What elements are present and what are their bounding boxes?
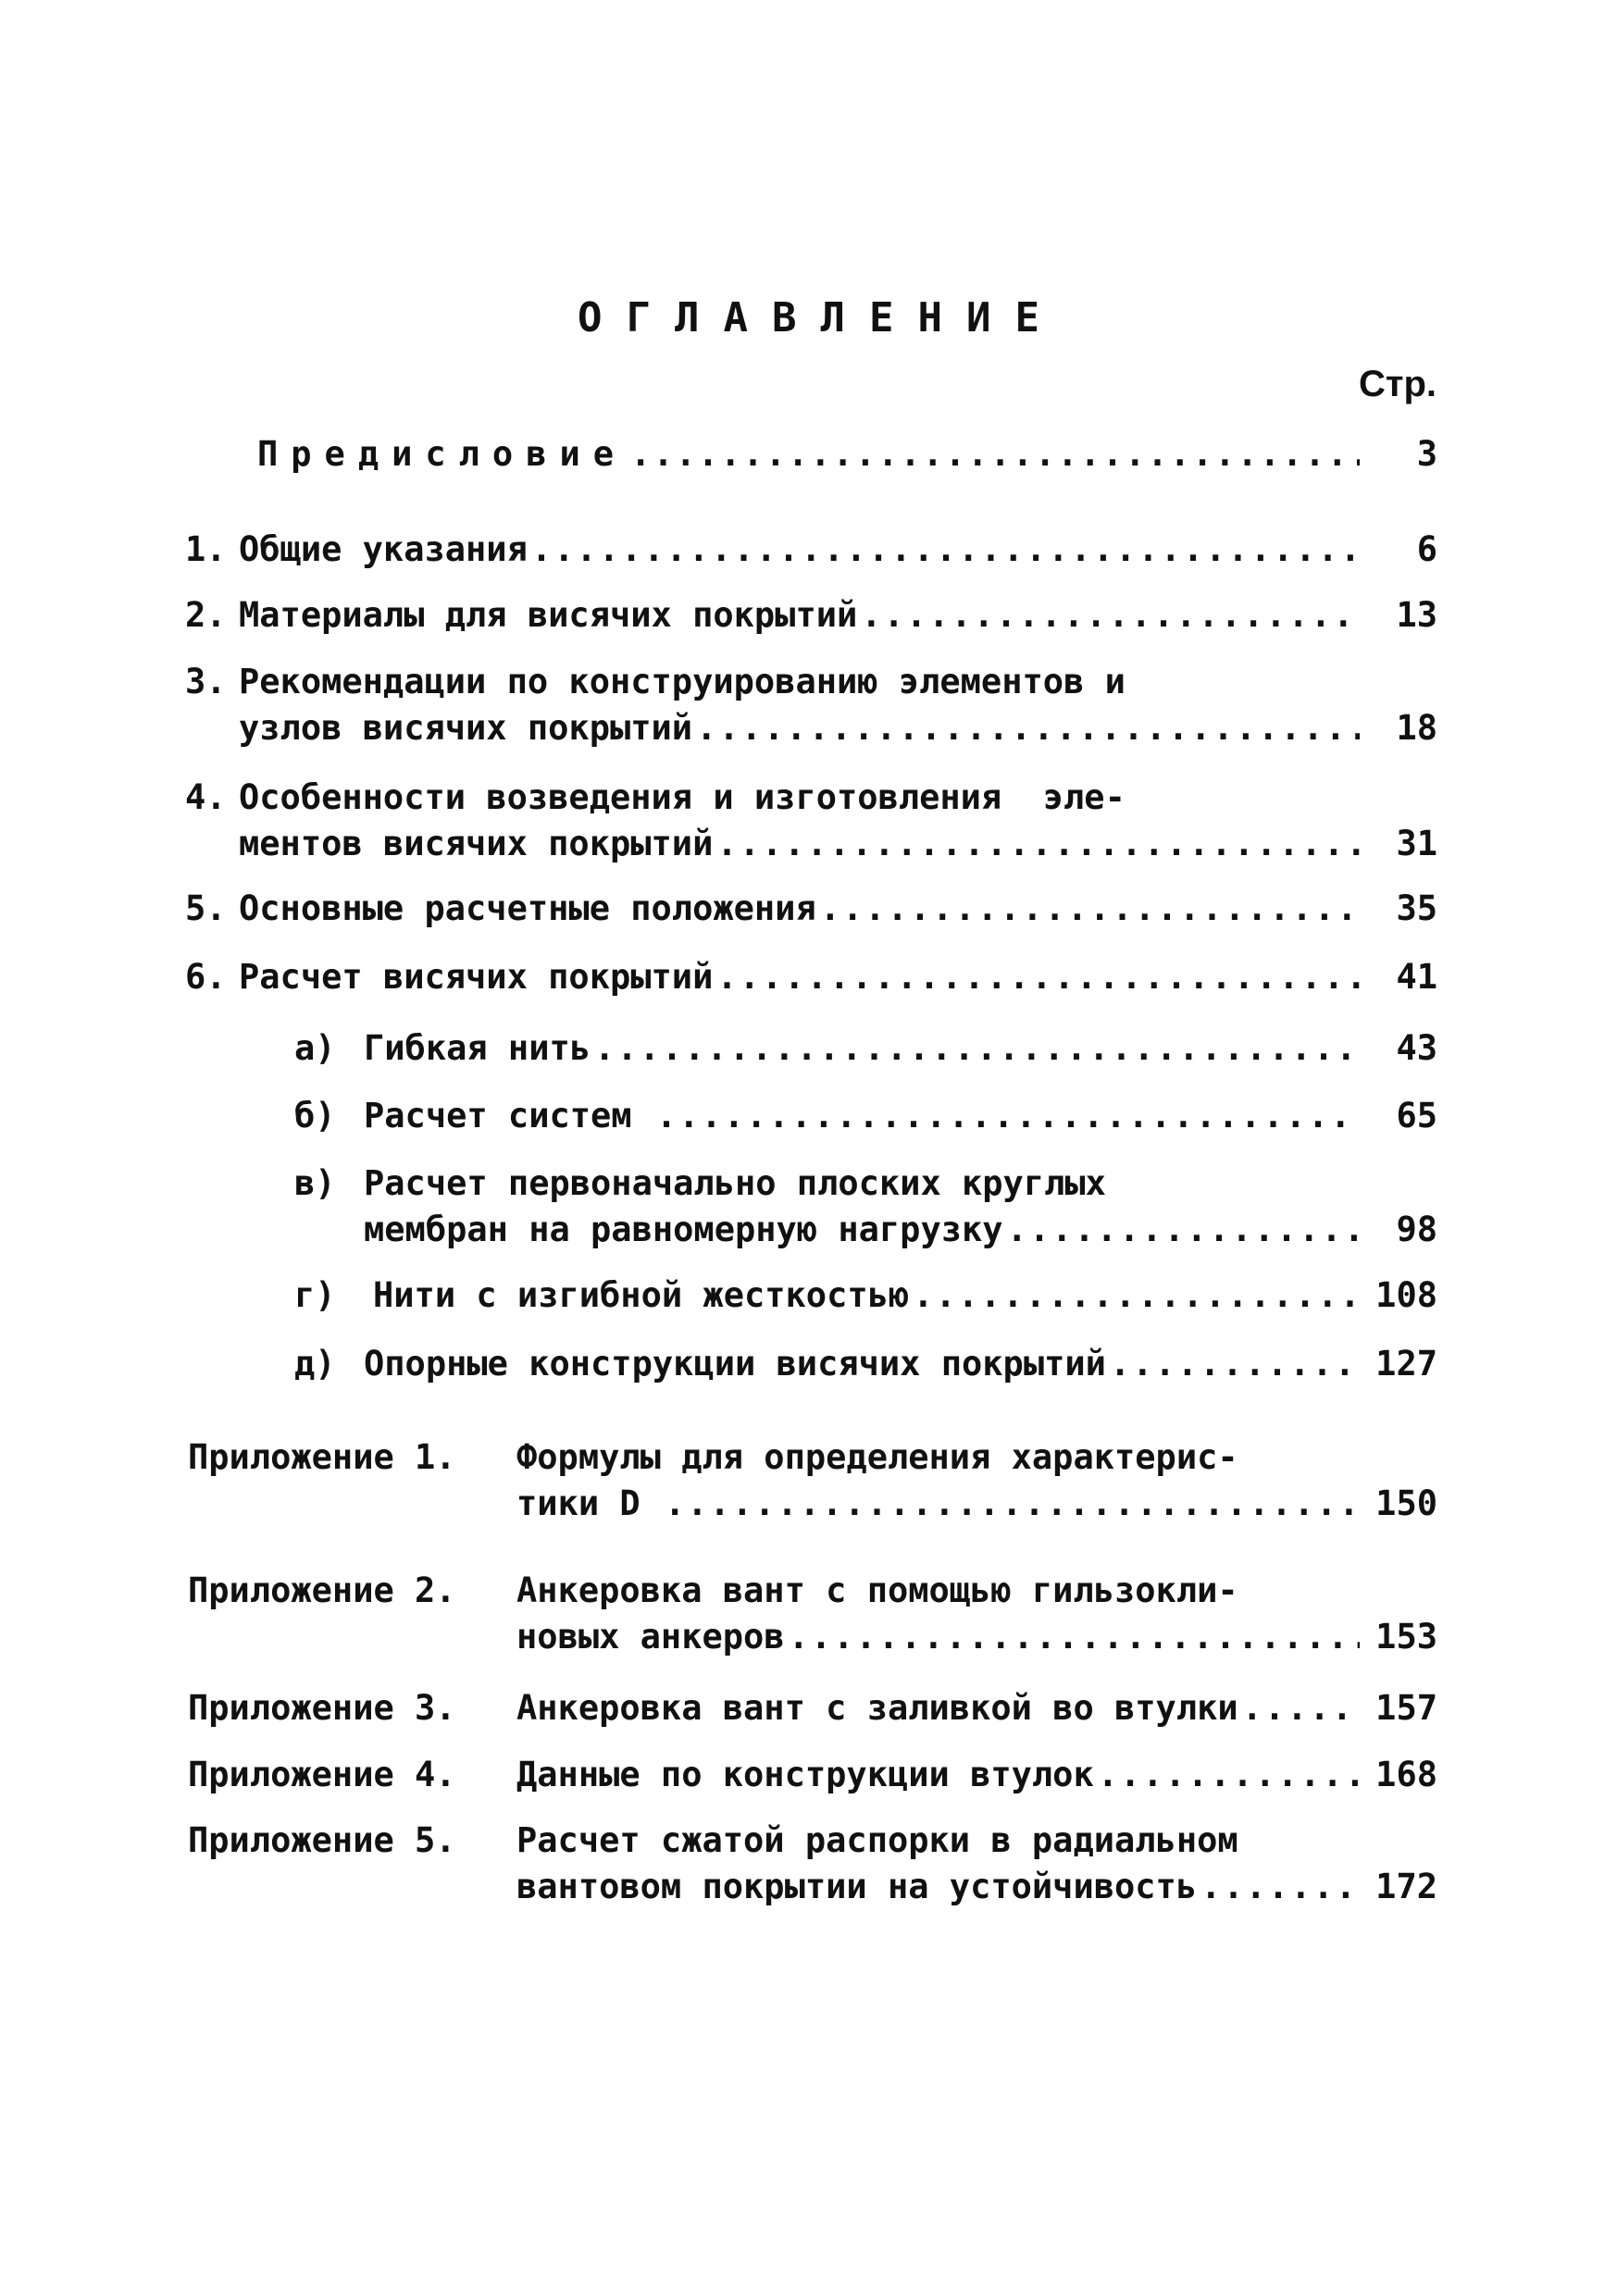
toc-entry-appendix-4 — [188, 1748, 1437, 1794]
toc-entry-subsection-v — [294, 1157, 1437, 1249]
page-column-label: Стр. — [1358, 364, 1437, 404]
subsection-letter: в) — [294, 1163, 336, 1203]
section-title-line-1: Рекомендации по конструированию элементов и — [239, 662, 1126, 701]
toc-entry-subsection-b — [294, 1089, 1437, 1136]
leader-dots — [820, 888, 1360, 928]
page-number: 172 — [1375, 1867, 1437, 1906]
leader-dots — [1200, 1867, 1360, 1906]
appendix-title-line-2: новых анкеров — [516, 1617, 785, 1657]
toc-entry-appendix-5 — [188, 1814, 1437, 1906]
page-number: 65 — [1396, 1096, 1437, 1136]
subsection-title-line-2: мембран на равномерную нагрузку — [364, 1210, 1003, 1249]
toc-entry-preface — [257, 428, 1437, 474]
toc-entry-section-4 — [185, 771, 1437, 863]
page-number: 31 — [1396, 824, 1437, 863]
appendix-label: Приложение 2. — [188, 1570, 456, 1610]
section-number: 3. — [185, 662, 227, 701]
toc-title: ОГЛАВЛЕНИЕ — [578, 294, 1063, 341]
leader-dots — [1007, 1210, 1360, 1249]
section-title: Основные расчетные положения — [239, 888, 816, 928]
section-title: Расчет висячих покрытий — [239, 957, 714, 997]
appendix-title-line-1: Анкеровка вант с помощью гильзокли- — [516, 1570, 1238, 1610]
appendix-label: Приложение 3. — [188, 1688, 456, 1728]
section-title: Общие указания — [239, 529, 528, 569]
section-number: 2. — [185, 595, 227, 635]
appendix-title-line-2: вантовом покрытии на устойчивость — [516, 1867, 1198, 1906]
subsection-letter: б) — [294, 1096, 336, 1136]
leader-dots — [716, 957, 1360, 997]
toc-entry-subsection-d — [294, 1337, 1437, 1384]
leader-dots — [696, 708, 1360, 748]
appendix-title: Анкеровка вант с заливкой во втулки — [516, 1688, 1238, 1728]
appendix-label: Приложение 4. — [188, 1755, 456, 1794]
page-number: 153 — [1375, 1617, 1437, 1657]
page-number: 35 — [1396, 888, 1437, 928]
section-number: 4. — [185, 777, 227, 817]
leader-dots — [1098, 1755, 1360, 1794]
section-title-line-2: ментов висячих покрытий — [239, 824, 714, 863]
section-number: 1. — [185, 529, 227, 569]
section-number: 6. — [185, 957, 227, 997]
subsection-letter: д) — [294, 1344, 336, 1384]
leader-dots — [716, 824, 1360, 863]
toc-entry-appendix-3 — [188, 1682, 1437, 1728]
page-number: 3 — [1416, 434, 1437, 474]
subsection-title: Нити с изгибной жесткостью — [373, 1275, 910, 1315]
leader-dots — [665, 1483, 1360, 1523]
page-number: 41 — [1396, 957, 1437, 997]
toc-entry-appendix-2 — [188, 1564, 1437, 1657]
toc-entry-section-6 — [185, 950, 1437, 997]
page-number: 43 — [1396, 1028, 1437, 1068]
appendix-title-line-1: Расчет сжатой распорки в радиальном — [516, 1820, 1238, 1860]
subsection-title: Гибкая нить — [364, 1028, 591, 1068]
page-number: 168 — [1375, 1755, 1437, 1794]
leader-dots — [913, 1275, 1360, 1315]
leader-dots — [656, 1096, 1360, 1136]
appendix-label: Приложение 1. — [188, 1437, 456, 1477]
appendix-label: Приложение 5. — [188, 1820, 456, 1860]
subsection-title: Опорные конструкции висячих покрытий — [364, 1344, 1106, 1384]
section-title-line-1: Особенности возведения и изготовления эле- — [239, 777, 1126, 817]
toc-entry-subsection-a — [294, 1022, 1437, 1068]
toc-entry-section-5 — [185, 882, 1437, 928]
page-number: 157 — [1375, 1688, 1437, 1728]
section-number: 5. — [185, 888, 227, 928]
section-title-line-2: узлов висячих покрытий — [239, 708, 693, 748]
leader-dots — [1242, 1688, 1360, 1728]
toc-entry-subsection-g — [294, 1269, 1437, 1315]
subsection-title: Расчет систем — [364, 1096, 653, 1136]
page-number: 127 — [1375, 1344, 1437, 1384]
page-number: 98 — [1396, 1210, 1437, 1249]
toc-entry-section-1 — [185, 523, 1437, 569]
subsection-title-line-1: Расчет первоначально плоских круглых — [364, 1163, 1106, 1203]
appendix-title-line-1: Формулы для определения характерис- — [516, 1437, 1238, 1477]
toc-entry-section-2 — [185, 589, 1437, 635]
preface-label: Предисловие — [257, 434, 628, 474]
page-number: 6 — [1416, 529, 1437, 569]
page-number: 108 — [1375, 1275, 1437, 1315]
appendix-title: Данные по конструкции втулок — [516, 1755, 1094, 1794]
page-number: 13 — [1396, 595, 1437, 635]
leader-dots — [1110, 1344, 1360, 1384]
page-number: 150 — [1375, 1483, 1437, 1523]
leader-dots — [861, 595, 1360, 635]
leader-dots — [594, 1028, 1360, 1068]
leader-dots — [630, 434, 1360, 474]
leader-dots — [789, 1617, 1360, 1657]
appendix-title-line-2: тики D — [516, 1483, 661, 1523]
subsection-letter: г) — [294, 1275, 336, 1315]
toc-entry-section-3 — [185, 655, 1437, 748]
toc-entry-appendix-1 — [188, 1431, 1437, 1523]
subsection-letter: а) — [294, 1028, 336, 1068]
section-title: Материалы для висячих покрытий — [239, 595, 858, 635]
page-number: 18 — [1396, 708, 1437, 748]
leader-dots — [531, 529, 1360, 569]
